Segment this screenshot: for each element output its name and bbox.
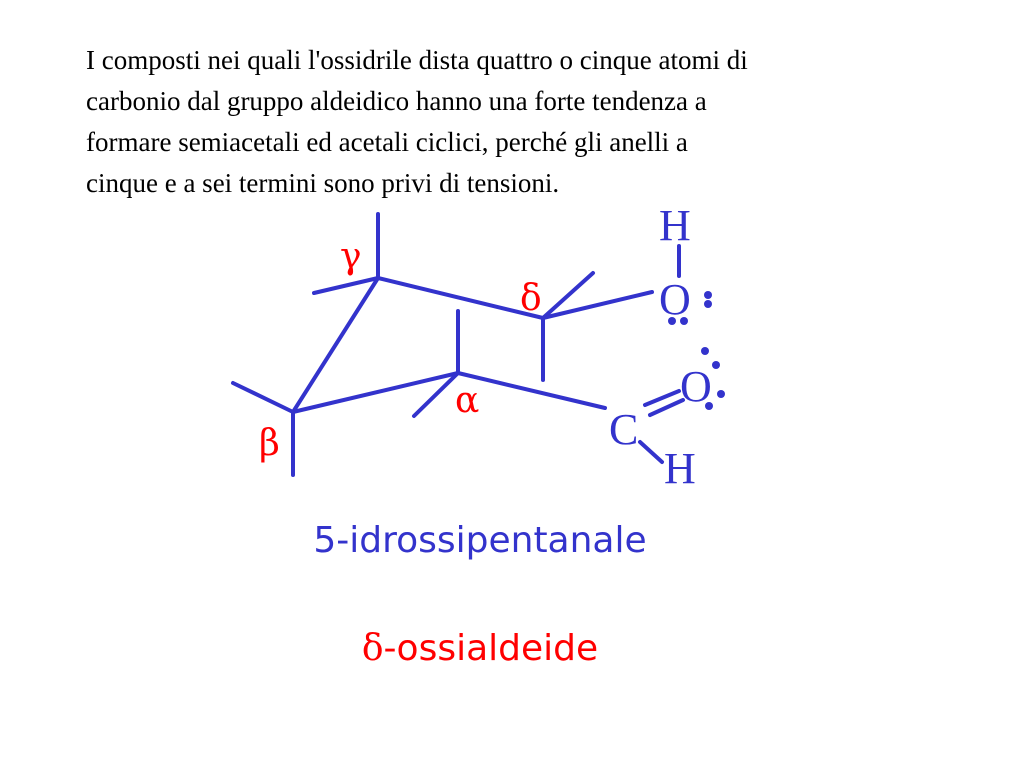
atom-labels — [609, 201, 712, 493]
bond-gamma-delta — [378, 278, 543, 318]
compound-alt-name — [0, 628, 960, 669]
carbonyl-carbon-label: C — [609, 405, 639, 454]
hydroxyl-oxygen-label: O — [659, 275, 691, 324]
bond-beta-alpha — [293, 373, 458, 412]
intro-line: cinque e a sei termini sono privi di tensioni. — [86, 168, 560, 198]
lone-pair-dot — [704, 291, 712, 299]
lone-pair-dot — [704, 300, 712, 308]
bond-carbon-hydrogen — [640, 442, 662, 462]
greek-labels — [259, 236, 542, 464]
alt-name-prefix: δ — [361, 628, 384, 669]
alpha-label: α — [455, 380, 480, 421]
intro-line: I composti nei quali l'ossidrile dista quattro o cinque atomi di — [86, 45, 748, 75]
bond-alpha-carbonyl — [458, 373, 605, 408]
hydroxyl-hydrogen-label: H — [659, 201, 691, 250]
carbonyl-oxygen-label: O — [680, 362, 712, 411]
delta-label: δ — [520, 278, 542, 319]
lone-pair-dot — [717, 390, 725, 398]
lone-pair-dot — [701, 347, 709, 355]
compound-name: 5-idrossipentanale — [313, 520, 647, 561]
bond-gamma-beta — [293, 278, 378, 412]
intro-line: carbonio dal gruppo aldeidico hanno una forte tendenza a — [86, 86, 707, 116]
bond-beta-left — [233, 383, 293, 412]
beta-label: β — [259, 423, 280, 464]
intro-line: formare semiacetali ed acetali ciclici, perché gli anelli a — [86, 127, 688, 157]
lone-pair-dot — [712, 361, 720, 369]
alt-name-suffix: -ossialdeide — [383, 628, 599, 669]
gamma-label: γ — [340, 236, 362, 277]
aldehyde-hydrogen-label: H — [664, 444, 696, 493]
